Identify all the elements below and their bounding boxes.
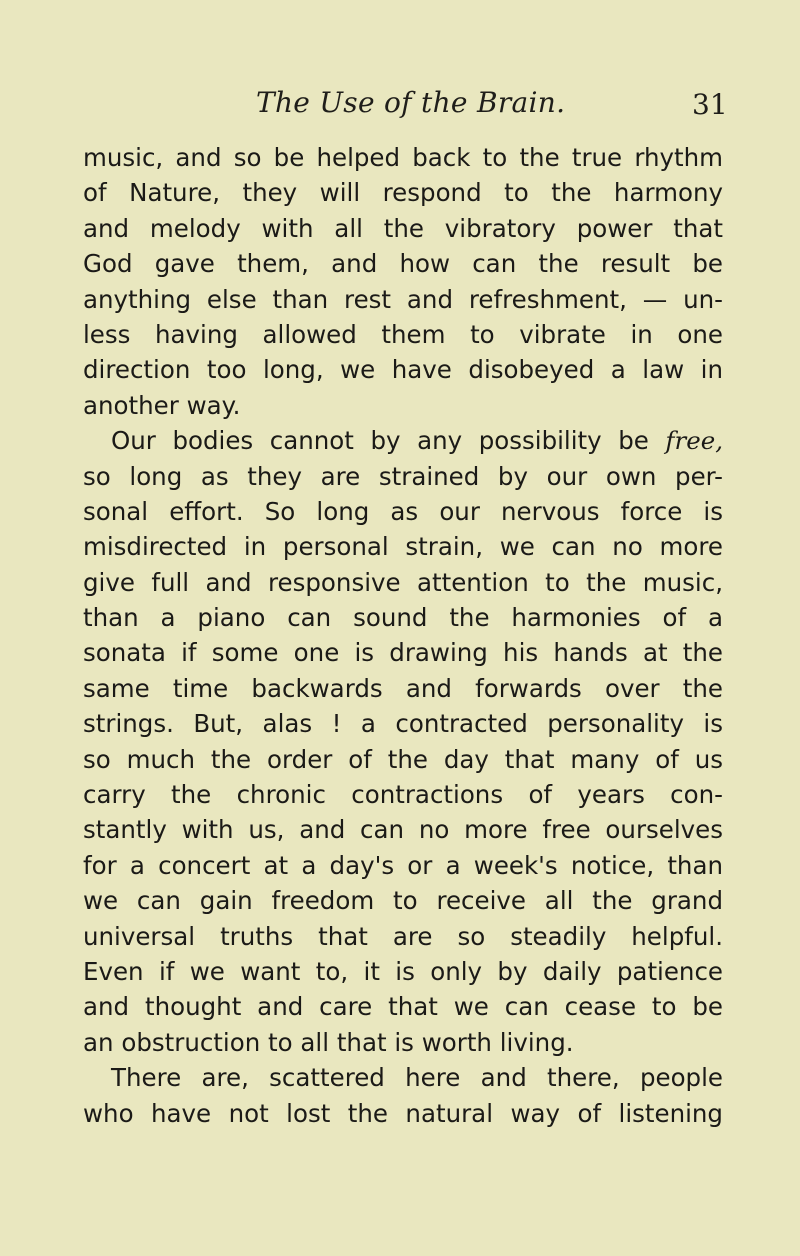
text-line: so much the order of the day that many of us (83, 744, 723, 774)
paragraph-start-line (83, 423, 723, 458)
text-line: and melody with all the vibratory power that (83, 213, 723, 243)
paragraph-end-line: another way. (83, 390, 241, 420)
text-line: strings. But, alas ! a contracted personality is (83, 709, 723, 739)
text-line: music, and so be helped back to the true rhythm (83, 143, 723, 172)
text-line: same time backwards and forwards over the (83, 673, 723, 703)
text-line: than a piano can sound the harmonies of a (83, 603, 723, 633)
text-line: universal truths that are so steadily helpful. (83, 921, 723, 951)
text-line: misdirected in personal strain, we can no more (83, 532, 723, 562)
body-text (83, 140, 723, 1131)
text-line: direction too long, we have disobeyed a law in (83, 355, 723, 385)
text-line: and thought and care that we can cease to be (83, 992, 723, 1022)
text-line: sonata if some one is drawing his hands at the (83, 638, 723, 668)
text-line: sonal effort. So long as our nervous force is (83, 496, 723, 526)
text-line: give full and responsive attention to the music, (83, 567, 723, 597)
text-line: carry the chronic contractions of years con- (83, 780, 723, 810)
text-line: God gave them, and how can the result be (83, 249, 723, 279)
paragraph-start-line: There are, scattered here and there, people (111, 1063, 723, 1093)
text-line: we can gain freedom to receive all the grand (83, 886, 723, 916)
text-line: so long as they are strained by our own per- (83, 461, 723, 491)
text-segment: Our bodies cannot by any possibility be (111, 426, 649, 456)
emphasized-word: free, (665, 426, 723, 456)
text-line: less having allowed them to vibrate in one (83, 319, 723, 349)
paragraph-end-line: an obstruction to all that is worth living. (83, 1027, 574, 1057)
text-line: stantly with us, and can no more free ourselves (83, 815, 723, 845)
text-line: anything else than rest and refreshment, — un- (83, 284, 723, 314)
text-line: who have not lost the natural way of listening (83, 1098, 723, 1128)
text-line: for a concert at a day's or a week's notice, than (83, 850, 723, 880)
page-number: 31 (692, 88, 728, 121)
text-line: of Nature, they will respond to the harmony (83, 178, 723, 208)
running-title: The Use of the Brain. (256, 86, 566, 119)
text-line: Even if we want to, it is only by daily patience (83, 956, 723, 986)
